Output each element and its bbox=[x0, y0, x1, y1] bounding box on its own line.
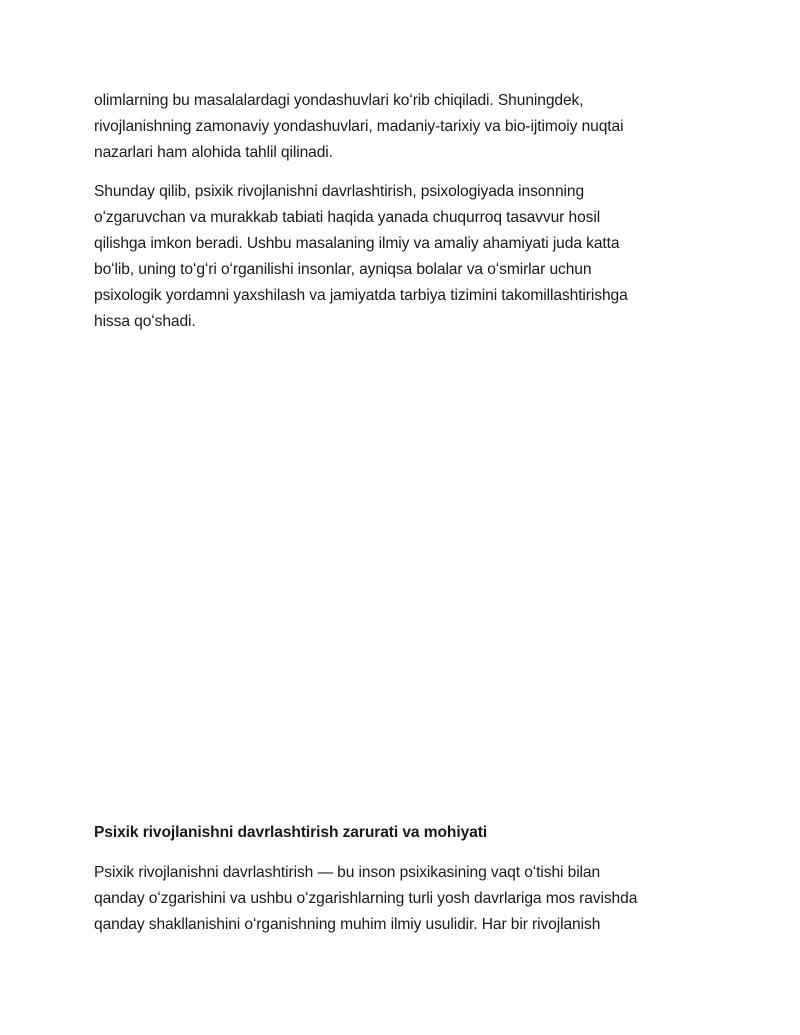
paragraph-1-line: rivojlanishning zamonaviy yondashuvlari, madaniy-tarixiy va bio-ijtimoiy nuqtai bbox=[94, 118, 624, 135]
paragraph-2-line: psixologik yordamni yaxshilash va jamiyatda tarbiya tizimini takomillashtirishga bbox=[94, 287, 628, 304]
paragraph-2-line: qilishga imkon beradi. Ushbu masalaning ilmiy va amaliy ahamiyati juda katta bbox=[94, 235, 620, 252]
paragraph-2-line: boʻlib, uning toʻgʻri oʻrganilishi insonlar, ayniqsa bolalar va oʻsmirlar uchun bbox=[94, 261, 592, 278]
paragraph-1-line: olimlarning bu masalalardagi yondashuvlari koʻrib chiqiladi. Shuningdek, bbox=[94, 92, 584, 109]
paragraph-3-line: qanday shakllanishini oʻrganishning muhim ilmiy usulidir. Har bir rivojlanish bbox=[94, 916, 601, 933]
paragraph-2 bbox=[94, 179, 706, 335]
paragraph-3 bbox=[94, 860, 706, 938]
paragraph-2-line: hissa qoʻshadi. bbox=[94, 313, 196, 330]
paragraph-2-line: oʻzgaruvchan va murakkab tabiati haqida yanada chuqurroq tasavvur hosil bbox=[94, 209, 601, 226]
section-heading: Psixik rivojlanishni davrlashtirish zarurati va mohiyati bbox=[94, 824, 488, 841]
paragraph-1-line: nazarlari ham alohida tahlil qilinadi. bbox=[94, 144, 333, 161]
paragraph-1 bbox=[94, 88, 706, 166]
paragraph-2-line: Shunday qilib, psixik rivojlanishni davrlashtirish, psixologiyada insonning bbox=[94, 183, 585, 200]
paragraph-3-line: Psixik rivojlanishni davrlashtirish — bu inson psixikasining vaqt oʻtishi bilan bbox=[94, 864, 601, 881]
paragraph-3-line: qanday oʻzgarishini va ushbu oʻzgarishlarning turli yosh davrlariga mos ravishda bbox=[94, 890, 638, 907]
